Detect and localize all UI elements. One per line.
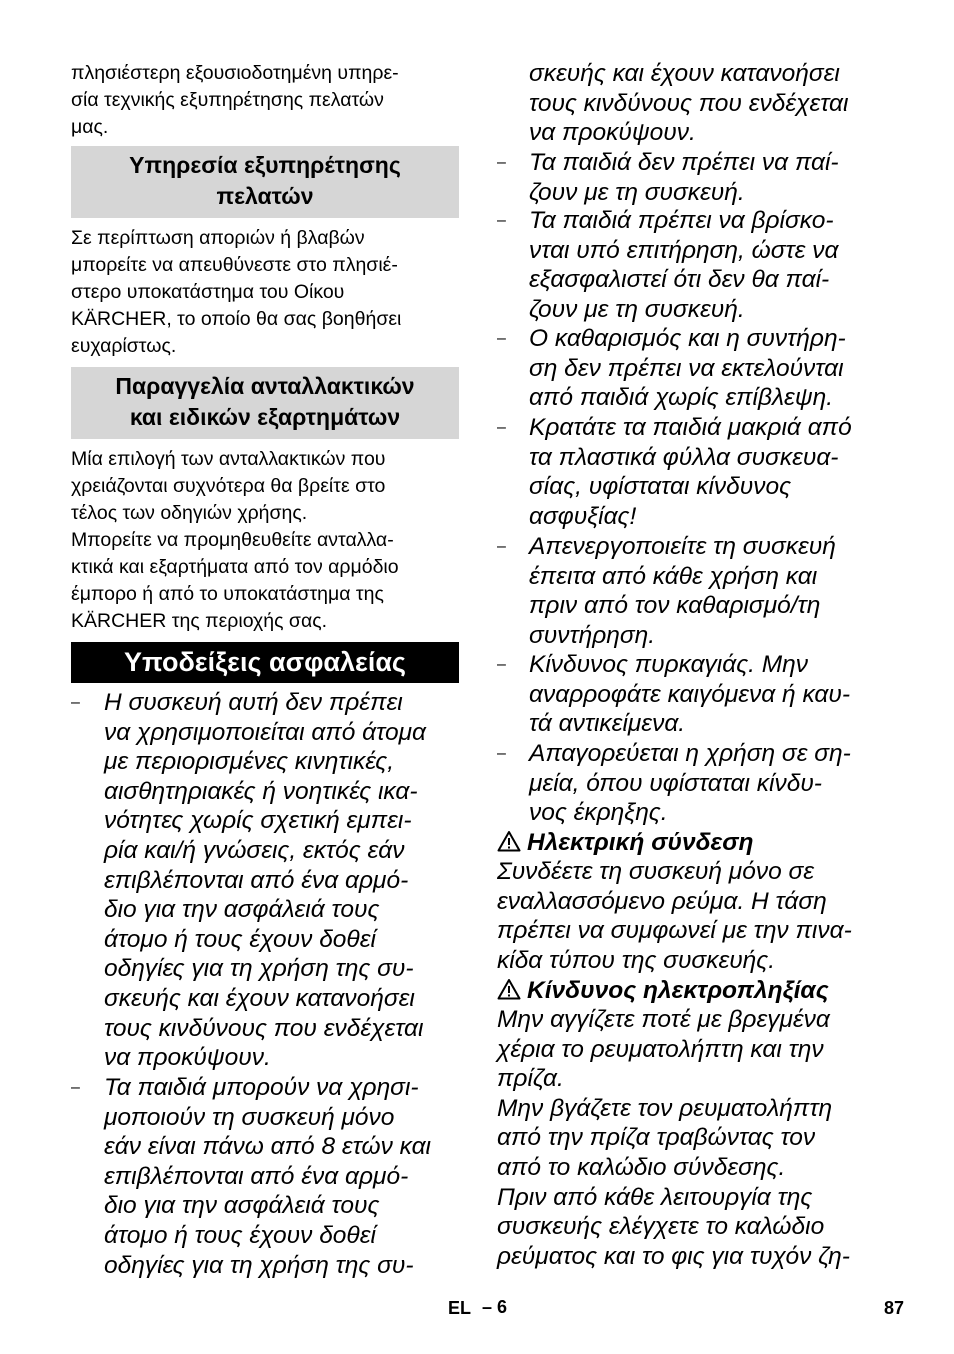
safety-list-item xyxy=(497,324,889,413)
safety-list-item xyxy=(497,206,889,324)
list-item-text: Τα παιδιά μπορούν να χρησι- μοποιούν τη συσκευή μόνο εάν είναι πάνω από 8 ετών και επιβλέπονται από ένα αρμό- διο για την ασφάλειά τους άτομο ή τους έχουν δοθεί οδηγίες για τη χρήση της συ- xyxy=(104,1074,431,1279)
footer-page-number: 87 xyxy=(884,1298,905,1318)
list-dash: – xyxy=(497,330,506,347)
list-item-text: Η συσκευή αυτή δεν πρέπει να χρησιμοποιείται από άτομα με περιορισμένες κινητικές, αισθητηριακές ή νοητικές ικα- νότητες χωρίς σχετική εμπει- ρία και/ή γνώσεις, εκτός εάν επιβλέπονται από ένα αρμό- διο για την ασφάλειά τους άτομο ή τους έχουν δοθεί οδηγίες για τη χρήση της συ- σκευής και έχουν κατανοήσει τους κινδύνους που ενδέχεται να προκύψουν. xyxy=(104,689,426,1072)
electrical-connection-heading xyxy=(497,828,889,858)
safety-list-item xyxy=(497,739,889,828)
safety-list-item xyxy=(497,650,889,739)
continued-list-text: σκευής και έχουν κατανοήσει τους κινδύνους που ενδέχεται να προκύψουν. xyxy=(529,60,849,147)
list-dash: – xyxy=(497,154,506,171)
electric-shock-paragraph: Μην αγγίζετε ποτέ με βρεγμένα χέρια το ρευματολήπτη και την πρίζα. Μην βγάζετε τον ρευματολήπτη από την πρίζα τραβώντας τον από το καλώδιο σύνδεσης. Πριν από κάθε λειτουργία της συσκευής ελέγχετε το καλώδιο ρεύματος και το φις για τυχόν ζη- xyxy=(497,1006,850,1270)
list-dash: – xyxy=(71,694,80,711)
electrical-connection-paragraph: Συνδέετε τη συσκευή μόνο σε εναλλασσόμενο ρεύμα. Η τάση πρέπει να συμφωνεί με την πινα- κίδα τύπου της συσκευής. xyxy=(497,858,852,974)
electric-shock-title: Κίνδυνος ηλεκτροπληξίας xyxy=(527,977,829,1004)
list-dash: – xyxy=(497,745,506,762)
electrical-connection-title: Ηλεκτρική σύνδεση xyxy=(527,829,754,856)
list-dash: – xyxy=(497,538,506,555)
safety-list-item xyxy=(71,688,459,1073)
list-item-text: Απαγορεύεται η χρήση σε ση- μεία, όπου υφίσταται κίνδυ- νος έκρηξης. xyxy=(529,740,851,827)
list-dash: – xyxy=(497,656,506,673)
list-item-text: Κρατάτε τα παιδιά μακριά από τα πλαστικά φύλλα συσκευα- σίας, υφίσταται κίνδυνος ασφυξίας! xyxy=(529,414,852,530)
heading-spare-parts: Παραγγελία ανταλλακτικών και ειδικών εξαρτημάτων xyxy=(71,367,459,439)
safety-list-item xyxy=(497,532,889,650)
list-dash: – xyxy=(497,419,506,436)
footer-local-page: – 6 xyxy=(482,1297,508,1317)
intro-paragraph: πλησιέστερη εξουσιοδοτημένη υπηρε- σία τεχνικής εξυπηρέτησης πελατών μας. xyxy=(71,62,399,138)
customer-service-paragraph: Σε περίπτωση αποριών ή βλαβών μπορείτε να απευθύνεστε στο πλησιέ- στερο υποκατάστημα του Οίκου KÄRCHER, το οποίο θα σας βοηθήσει ευχαρίστως. xyxy=(71,227,402,357)
list-item-text: Κίνδυνος πυρκαγιάς. Μην αναρροφάτε καιγόμενα ή καυ- τά αντικείμενα. xyxy=(529,651,851,738)
heading-customer-service: Υπηρεσία εξυπηρέτησης πελατών xyxy=(71,146,459,218)
electric-shock-heading xyxy=(497,976,889,1006)
safety-list-item xyxy=(71,1073,459,1280)
warning-triangle-icon xyxy=(497,830,521,852)
spare-parts-paragraph: Μία επιλογή των ανταλλακτικών που χρειάζονται συχνότερα θα βρείτε στο τέλος των οδηγιών χρήσης. Μπορείτε να προμηθευθείτε ανταλλα- κτικά και εξαρτήματα από τον αρμόδιο έμπορο ή από το υποκατάστημα της KÄRCHER της περιοχής σας. xyxy=(71,448,399,632)
list-item-text: Ο καθαρισμός και η συντήρη- ση δεν πρέπει να εκτελούνται από παιδιά χωρίς επίβλεψη. xyxy=(529,325,846,412)
list-dash: – xyxy=(71,1079,80,1096)
safety-list-item xyxy=(497,413,889,531)
list-item-text: Απενεργοποιείτε τη συσκευή έπειτα από κάθε χρήση και πριν από τον καθαρισμό/τη συντήρηση. xyxy=(529,533,836,649)
heading-safety-instructions: Υποδείξεις ασφαλείας xyxy=(71,642,459,683)
list-item-text: Τα παιδιά δεν πρέπει να παί- ζουν με τη συσκευή. xyxy=(529,149,839,206)
warning-triangle-icon xyxy=(497,978,521,1000)
list-dash: – xyxy=(497,212,506,229)
list-item-text: Τα παιδιά πρέπει να βρίσκο- νται υπό επιτήρηση, ώστε να εξασφαλιστεί ότι δεν θα παί- ζουν με τη συσκευή. xyxy=(529,207,839,323)
footer-language: EL xyxy=(448,1298,472,1318)
safety-list-item xyxy=(497,148,889,207)
